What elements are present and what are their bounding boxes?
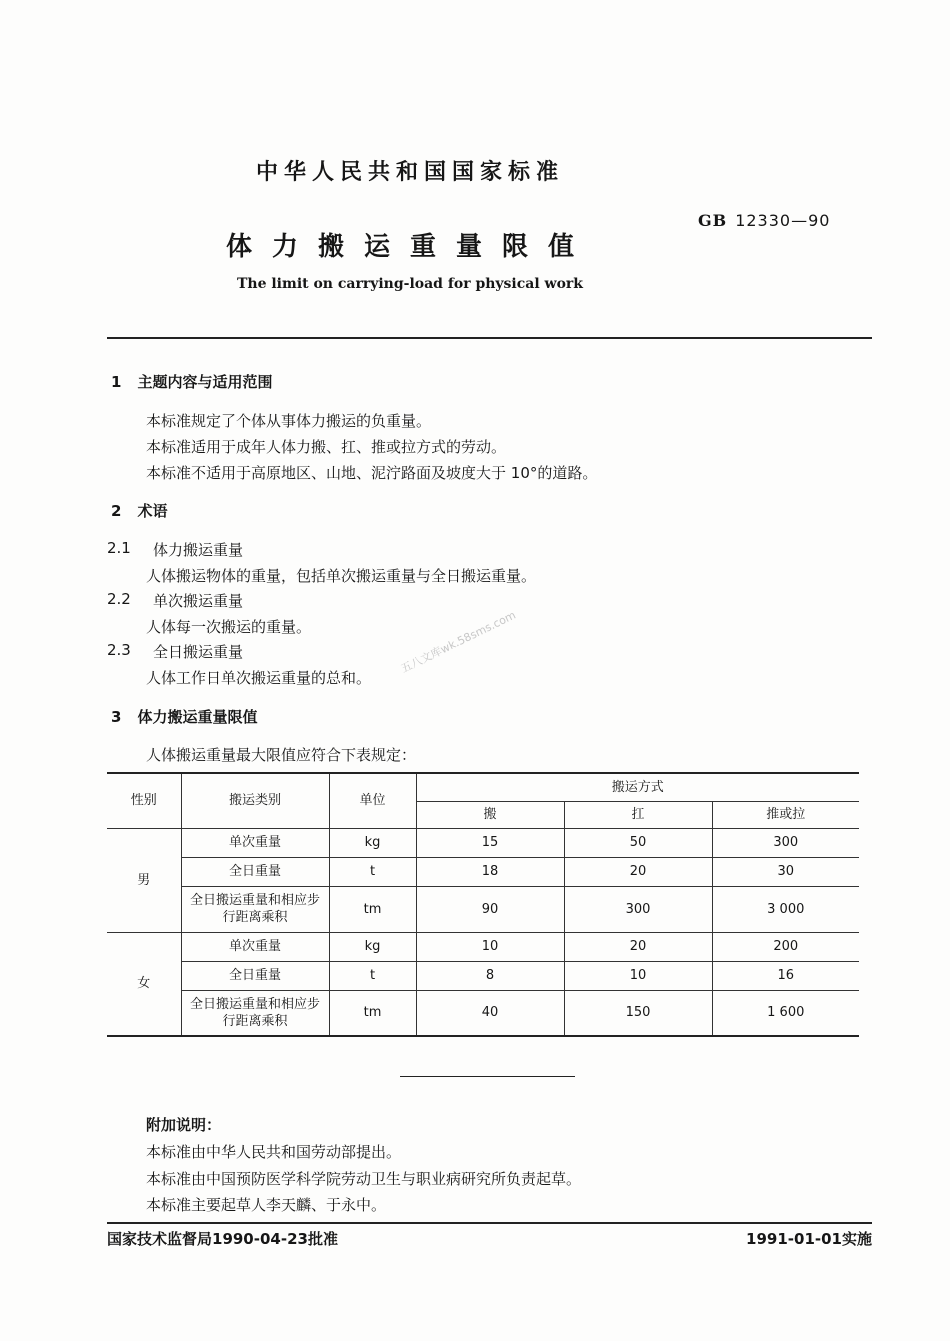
term-definition: 人体每一次搬运的重量。 [146,618,312,636]
section-1-number: 1 [111,373,122,391]
end-divider [400,1076,575,1077]
header-carry: 搬 [416,801,564,828]
approval-date: 国家技术监督局1990-04-23批准 [107,1230,338,1248]
effective-date: 1991-01-01实施 [746,1230,872,1248]
header-shoulder: 扛 [564,801,712,828]
carry-cell: 8 [416,961,564,990]
watermark: 五八文库wk.58sms.com [398,608,518,676]
unit-cell: kg [329,828,416,857]
section-3-title: 体力搬运重量限值 [137,708,258,726]
english-subtitle: The limit on carrying-load for physical work [236,276,583,292]
appendix-heading: 附加说明： [146,1116,222,1134]
unit-cell: tm [329,990,416,1036]
category-line: 全日搬运重量和相应步 [189,996,320,1012]
push-pull-cell: 30 [712,857,859,886]
section-1-paragraph: 本标准规定了个体从事体力搬运的负重量。 [146,412,432,430]
category-cell: 全日重量 [181,961,329,990]
category-cell: 全日重量 [181,857,329,886]
appendix-line: 本标准由中华人民共和国劳动部提出。 [146,1143,402,1161]
term-number: 2.3 [107,641,131,659]
unit-cell: tm [329,886,416,932]
category-cell [181,886,329,932]
category-line: 行距离乘积 [222,1013,288,1029]
carry-cell: 40 [416,990,564,1036]
category-line: 行距离乘积 [222,910,288,925]
section-1-paragraph: 本标准适用于成年人体力搬、扛、推或拉方式的劳动。 [146,438,507,456]
push-pull-cell: 1 600 [712,990,859,1036]
document-title: 体力搬运重量限值 [225,232,594,262]
shoulder-cell: 20 [564,932,712,961]
shoulder-cell: 20 [564,857,712,886]
section-3-number: 3 [111,708,122,726]
section-2-heading [111,500,167,521]
category-cell: 单次重量 [181,828,329,857]
gender-male: 男 [107,828,181,932]
shoulder-cell: 150 [564,990,712,1036]
category-cell [181,990,329,1036]
gender-female: 女 [107,932,181,1036]
unit-cell: t [329,961,416,990]
bottom-divider [107,1222,872,1224]
appendix-line: 本标准主要起草人李天麟、于永中。 [146,1196,387,1214]
shoulder-cell: 50 [564,828,712,857]
header-gender: 性别 [107,773,181,828]
section-1-paragraph: 本标准不适用于高原地区、山地、泥泞路面及坡度大于 10°的道路。 [146,464,598,482]
term-name: 单次搬运重量 [153,592,244,610]
code-prefix: GB [698,211,728,230]
category-cell: 单次重量 [181,932,329,961]
appendix-line: 本标准由中国预防医学科学院劳动卫生与职业病研究所负责起草。 [146,1170,582,1188]
shoulder-cell: 10 [564,961,712,990]
table-row [107,857,859,886]
code-number: 12330—90 [735,211,831,230]
section-2-title: 术语 [137,502,168,520]
push-pull-cell: 16 [712,961,859,990]
term-definition: 人体搬运物体的重量，包括单次搬运重量与全日搬运重量。 [146,567,537,585]
unit-cell: kg [329,932,416,961]
carry-cell: 15 [416,828,564,857]
section-1-heading [111,371,272,392]
section-2-number: 2 [111,502,122,520]
term-name: 体力搬运重量 [153,541,244,559]
table-row [107,990,859,1036]
header-method: 搬运方式 [416,773,859,801]
term-name: 全日搬运重量 [153,643,244,661]
term-definition: 人体工作日单次搬运重量的总和。 [146,669,372,687]
header-unit: 单位 [329,773,416,828]
unit-cell: t [329,857,416,886]
push-pull-cell: 300 [712,828,859,857]
section-3-heading [111,706,257,727]
push-pull-cell: 200 [712,932,859,961]
carry-cell: 18 [416,857,564,886]
term-number: 2.1 [107,539,131,557]
table-row [107,828,859,857]
table-row [107,932,859,961]
category-line: 全日搬运重量和相应步 [189,893,320,908]
carry-cell: 90 [416,886,564,932]
header-push-pull: 推或拉 [712,801,859,828]
table-intro: 人体搬运重量最大限值应符合下表规定： [146,746,417,764]
term-number: 2.2 [107,590,131,608]
shoulder-cell: 300 [564,886,712,932]
push-pull-cell: 3 000 [712,886,859,932]
limit-table [107,772,859,1037]
table-row [107,961,859,990]
carry-cell: 10 [416,932,564,961]
table-header-row [107,773,859,801]
header-category: 搬运类别 [181,773,329,828]
section-1-title: 主题内容与适用范围 [137,373,273,391]
national-standard-title: 中华人民共和国国家标准 [255,160,564,185]
table-row [107,886,859,932]
top-divider [107,337,872,339]
